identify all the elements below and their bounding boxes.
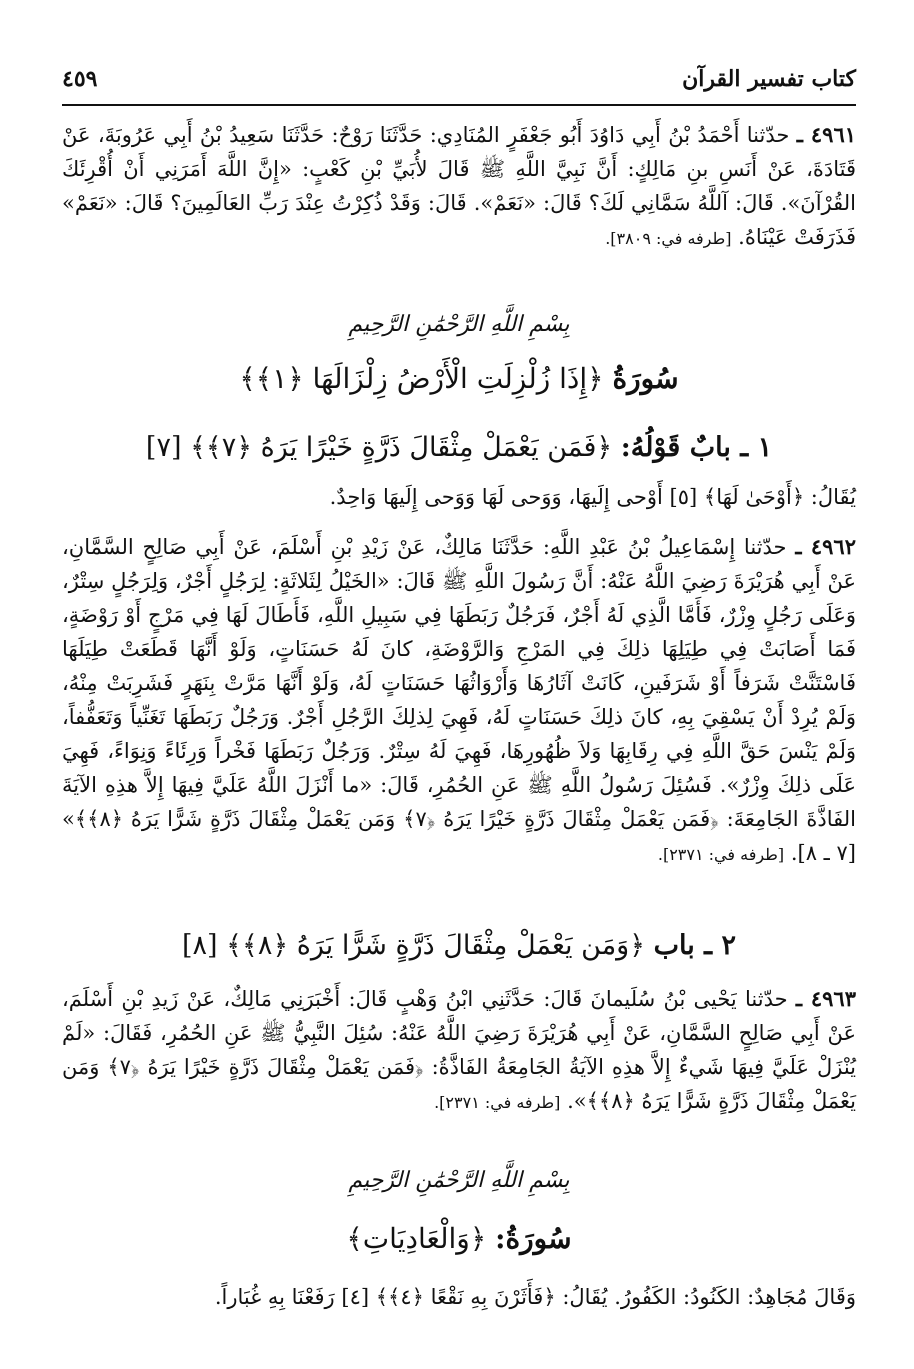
hadith-number: ٤٩٦١ ـ [796,122,857,147]
hadith-text: حدّثنا إِسْمَاعِيلُ بْنُ عَبْدِ اللَّهِ: حَدَّثَنَا مَالِكٌ، عَنْ زَيْدِ بْنِ أَسْلَمَ، عَنْ أَبِي صَالِحٍ السَّمَّانِ، عَنْ أَبِي هُرَيْرَةَ رَضِيَ اللَّهُ عَنْهُ: أَنَّ رَسُولَ اللَّهِ ﷺ قَالَ: «الخَيْلُ لِثَلاثَةٍ: لِرَجُلٍ أَجْرٌ، وَلِرَجُلٍ سِتْرٌ، وَعَلَى رَجُلٍ وِزْرٌ، فَأَمَّا الَّذِي لَهُ أَجْرٌ، فَرَجُلٌ رَبَطَهَا فِي سَبِيلِ اللَّهِ، فَأَطَالَ لَهَا فِي مَرْجٍ أَوْ رَوْضَةٍ، فَمَا أَصَابَتْ فِي طِيَلِهَا ذلِكَ فِي المَرْجِ وَالرَّوْضَةِ، كانَ لَهُ حَسَنَاتٍ، وَلَوْ أَنَّهَا قَطَعَتْ طِيَلَهَا فَاسْتَنَّتْ شَرَفاً أَوْ شَرَفَينِ، كَانَتْ آثَارُهَا وَأَرْوَاثُهَا حَسَنَاتٍ لَهُ، وَلَوْ أَنَّهَا مَرَّتْ بِنَهَرٍ فَشَرِبَتْ مِنْهُ، وَلَمْ يُرِدْ أَنْ يَسْقِيَ بِهِ، كانَ ذلِكَ حَسَنَاتٍ لَهُ، فَهِيَ لِذلِكَ الرَّجُلِ أَجْرٌ. وَرَجُلٌ رَبَطَهَا تَغَنِّياً وَتَعَفُّفاً، وَلَمْ يَنْسَ حَقَّ اللَّهِ فِي رِقَابِهَا وَلاَ ظُهُورِهَا، فَهِيَ لَهُ سِتْرٌ. وَرَجُلٌ رَبَطَهَا فَخْراً وَرِئَاءً وَنِوَاءً، فَهِيَ عَلَى ذلِكَ وِزْرٌ». فَسُئِلَ رَسُولُ اللَّهِ ﷺ عَنِ الحُمُرِ، قَالَ: «ما أَنْزَلَ اللَّهُ عَلَيَّ فِيهَا إِلاَّ هذِهِ الآيَةَ الفَاذَّةَ الجَامِعَةَ: ﴿فَمَن يَعْمَلْ مِثْقَالَ ذَرَّةٍ خَيْرًا يَرَهُ ﴿٧﴾ وَمَن يَعْمَلْ مِثْقَالَ ذَرَّةٍ شَرًّا يَرَهُ ﴿٨﴾﴾» [٧ ـ ٨]. [62,535,856,865]
hadith-number: ٤٩٦٢ ـ [795,534,856,559]
chapter-label: ٢ ـ باب [653,930,736,961]
surah-heading-zalzala [62,362,856,395]
chapter-ayah: ﴿فَمَن يَعْمَلْ مِثْقَالَ ذَرَّةٍ خَيْرًا يَرَهُ ﴿٧﴾﴾ [٧] [145,432,613,463]
basmala: بِسْمِ اللَّهِ الرَّحْمَٰنِ الرَّحِيمِ [348,1168,570,1193]
hadith-text: حدّثنا أَحْمَدُ بْنُ أَبِي دَاوُدَ أَبُو جَعْفَرٍ المُنَادِي: حَدَّثَنَا رَوْحٌ: حَدَّثَنَا سَعِيدُ بْنُ أَبِي عَرُوبَةَ، عَنْ قَتَادَةَ، عَنْ أَنَسِ بنِ مَالِكٍ: أَنَّ نَبِيَّ اللَّهِ ﷺ قَالَ لأُبَيِّ بْنِ كَعْبٍ: «إِنَّ اللَّهَ أَمَرَنِي أَنْ أُقْرِئَكَ القُرْآنَ». قَالَ: آللَّهُ سَمَّانِي لَكَ؟ قَالَ: «نَعَمْ». قَالَ: وَقَدْ ذُكِرْتُ عِنْدَ رَبِّ العَالَمِينَ؟ قَالَ: «نَعَمْ» فَذَرَفَتْ عَيْنَاهُ. [62,123,856,249]
basmala: بِسْمِ اللَّهِ الرَّحْمَٰنِ الرَّحِيمِ [348,312,570,337]
header-rule [62,104,856,106]
hadith-4961 [62,118,856,256]
surah-label: سُورَةُ [612,362,679,395]
chapter-heading-2 [62,930,856,961]
surah-name: ﴿إِذَا زُلْزِلَتِ الْأَرْضُ زِلْزَالَهَا ﴿١﴾﴾ [239,362,604,395]
chapter-heading-1 [62,432,856,463]
hadith-number: ٤٩٦٣ ـ [795,986,856,1011]
hadith-reference: [طرفه في: ٢٣٧١]. [657,845,785,864]
hadith-reference: [طرفه في: ٣٨٠٩]. [605,229,732,248]
hadith-reference: [طرفه في: ٢٣٧١]. [434,1093,561,1112]
chapter-ayah: ﴿وَمَن يَعْمَلْ مِثْقَالَ ذَرَّةٍ شَرًّا يَرَهُ ﴿٨﴾﴾ [٨] [181,930,646,961]
surah-heading-adiyat [62,1222,856,1255]
page-header [62,58,856,92]
book-title: كتاب تفسير القرآن [682,66,856,92]
hadith-text: حدّثنا يَحْيى بْنُ سُلَيمانَ قَالَ: حَدَّثَنِي ابْنُ وَهْبٍ قَالَ: أَخْبَرَنِي مَالِكٌ، عَنْ زَيدِ بْنِ أَسْلَمَ، عَنْ أَبِي صَالِحٍ السَّمَّانِ، عَنْ أَبِي هُرَيْرَةَ رَضِيَ اللَّهُ عَنْهُ: سُئِلَ النَّبِيُّ ﷺ عَنِ الحُمُرِ، فَقَالَ: «لَمْ يُنْزَلْ عَلَيَّ فِيهَا شَيءٌ إِلاَّ هذِهِ الآيَةُ الجَامِعَةُ الفَاذَّةُ: ﴿فَمَن يَعْمَلْ مِثْقَالَ ذَرَّةٍ خَيْرًا يَرَهُ ﴿٧﴾ وَمَن يَعْمَلْ مِثْقَالَ ذَرَّةٍ شَرًّا يَرَهُ ﴿٨﴾﴾». [62,987,857,1113]
mujahid-note: وَقَالَ مُجَاهِدٌ: الكَنُودُ: الكَفُورُ. يُقَالُ: ﴿فَأَثَرْنَ بِهِ نَقْعًا ﴿٤﴾﴾ [٤] رَفَعْنَا بِهِ غُبَاراً. [214,1285,856,1309]
hadith-4962 [62,530,856,872]
chapter-label: ١ ـ بابٌ قَوْلُهُ: [620,432,773,463]
hadith-4963 [62,982,856,1120]
chapter-note: يُقَالُ: ﴿أَوْحَىٰ لَهَا﴾ [٥] أَوْحى إِلَيهَا، وَوَحى لَهَا وَوَحى إِلَيهَا وَاحِدٌ. [329,485,856,509]
page-number: ٤٥٩ [62,66,98,92]
surah-name: ﴿وَالْعَادِيَاتِ﴾ [346,1222,487,1255]
surah-label: سُورَةُ: [495,1222,572,1255]
